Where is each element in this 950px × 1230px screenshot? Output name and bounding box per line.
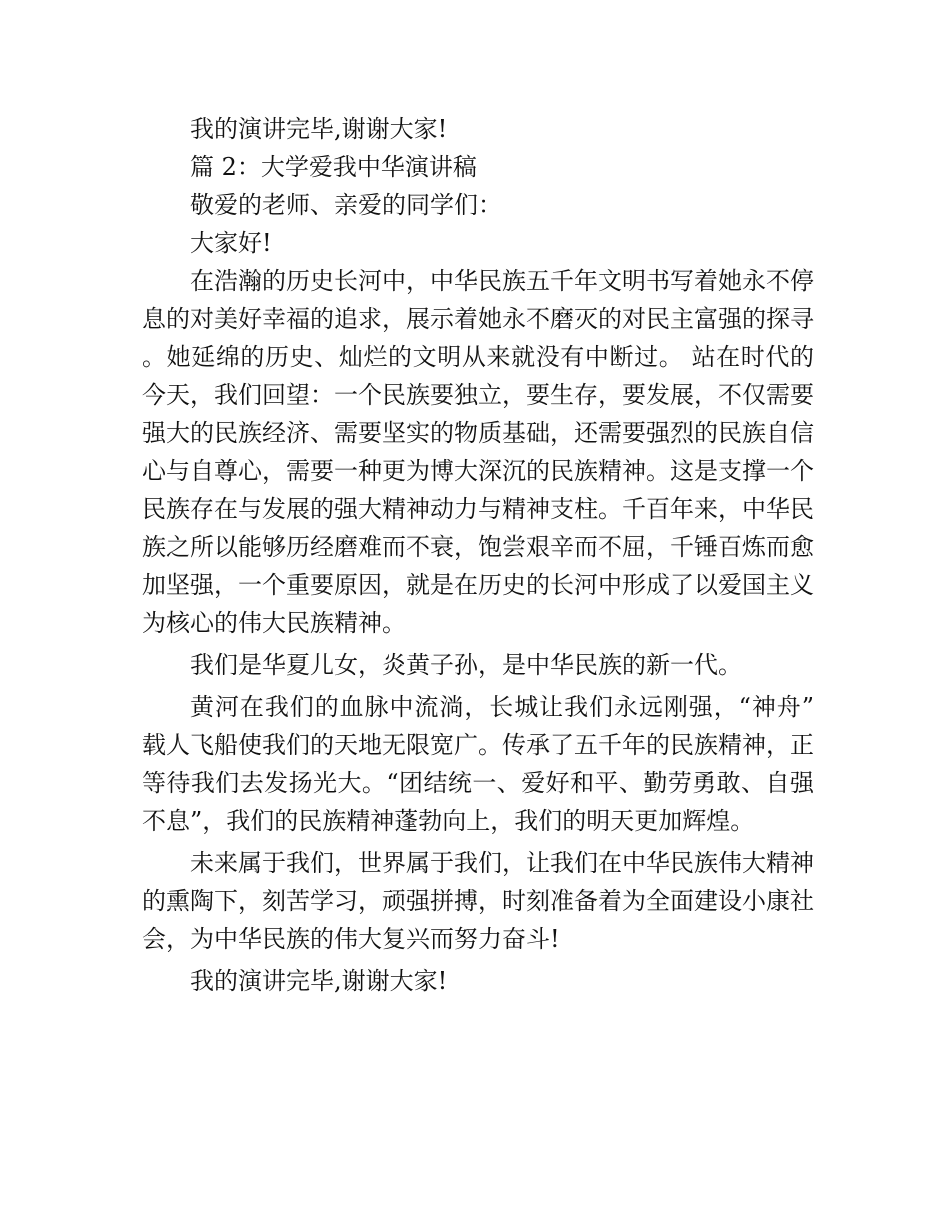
body-paragraph-1: 在浩瀚的历史长河中，中华民族五千年文明书写着她永不停息的对美好幸福的追求，展示着她永不磨灭的对民主富强的探寻。她延绵的历史、灿烂的文明从来就没有中断过。 站在时代的今天，我们回望：一个民族要独立，要生存，要发展，不仅需要强大的民族经济、需要坚实的物质基础，还需要强烈的民族自信心与自尊心，需要一种更为博大深沉的民族精神。这是支撑一个民族存在与发展的强大精神动力与精神支柱。千百年来，中华民族之所以能够历经磨难而不衰，饱尝艰辛而不屈，千锤百炼而愈加坚强，一个重要原因，就是在历史的长河中形成了以爱国主义为核心的伟大民族精神。: [142, 267, 814, 637]
body-paragraph-2: 我们是华夏儿女，炎黄子孙，是中华民族的新一代。: [190, 651, 742, 679]
greeting: 大家好!: [190, 229, 272, 257]
section-title: 篇 2：大学爱我中华演讲稿: [190, 153, 477, 181]
document-body: [142, 110, 814, 1000]
salutation: 敬爱的老师、亲爱的同学们：: [190, 191, 502, 219]
closing-line: 我的演讲完毕,谢谢大家!: [190, 967, 448, 995]
body-paragraph-4: 未来属于我们，世界属于我们，让我们在中华民族伟大精神的熏陶下，刻苦学习，顽强拼搏，时刻准备着为全面建设小康社会，为中华民族的伟大复兴而努力奋斗!: [142, 849, 814, 953]
body-paragraph-3: 黄河在我们的血脉中流淌，长城让我们永远刚强，“神舟”载人飞船使我们的天地无限宽广。传承了五千年的民族精神，正等待我们去发扬光大。“团结统一、爱好和平、勤劳勇敢、自强不息”，我们的民族精神蓬勃向上，我们的明天更加辉煌。: [142, 693, 814, 835]
closing-line-previous: 我的演讲完毕,谢谢大家!: [190, 115, 448, 143]
